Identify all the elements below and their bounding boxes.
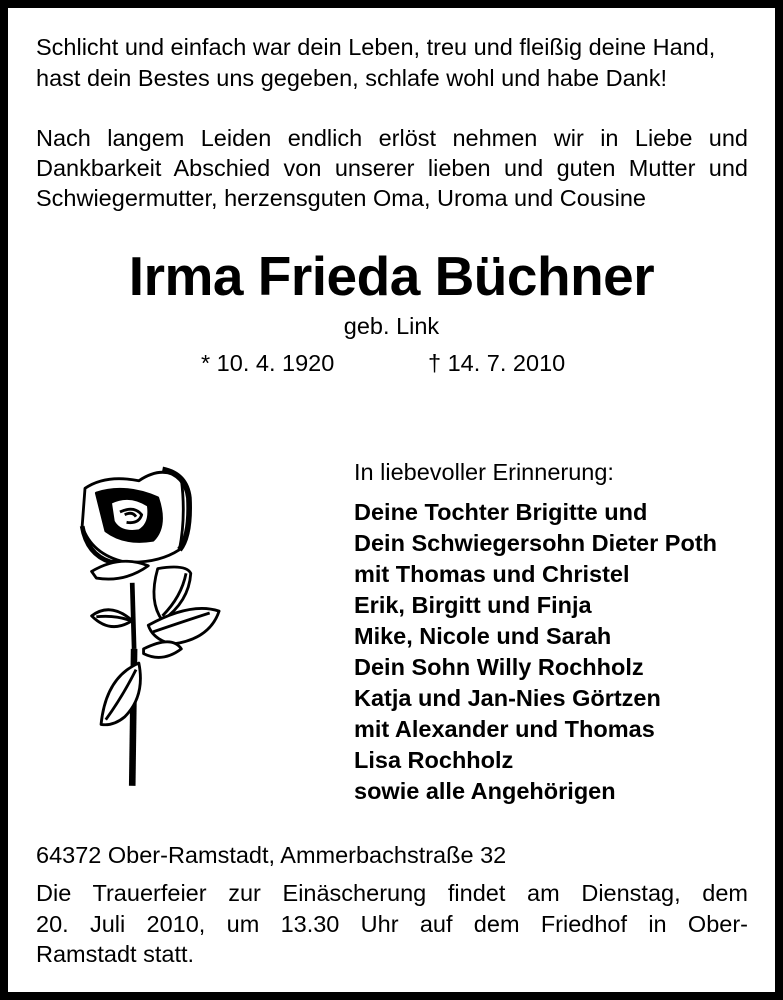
mourner-line: Katja und Jan-Nies Görtzen — [354, 685, 661, 711]
mourner-line: mit Thomas und Christel — [354, 561, 630, 587]
mourner-line: Dein Schwiegersohn Dieter Poth — [354, 530, 718, 556]
deceased-name: Irma Frieda Büchner — [128, 245, 655, 307]
funeral-line: 20. Juli 2010, um 13.30 Uhr auf dem Friedhof in Ober- — [36, 911, 748, 937]
rose-illustration — [68, 460, 238, 800]
memory-heading: In liebevoller Erinnerung: — [354, 459, 614, 485]
birth-date: * 10. 4. 1920 — [201, 350, 335, 376]
mourner-line: Dein Sohn Willy Rochholz — [354, 654, 644, 680]
intro-line: Dankbarkeit Abschied von unserer lieben und guten Mutter und — [36, 155, 748, 181]
intro-line: Schwiegermutter, herzensguten Oma, Uroma und Cousine — [36, 185, 647, 211]
address: 64372 Ober-Ramstadt, Ammerbachstraße 32 — [36, 842, 507, 868]
mourner-line: Mike, Nicole und Sarah — [354, 623, 612, 649]
funeral-line: Ramstadt statt. — [36, 941, 195, 967]
mourner-line: Lisa Rochholz — [354, 747, 514, 773]
funeral-line: Die Trauerfeier zur Einäscherung findet am Dienstag, dem — [36, 880, 748, 906]
death-date: † 14. 7. 2010 — [428, 350, 566, 376]
maiden-name: geb. Link — [343, 313, 440, 339]
mourner-line: sowie alle Angehörigen — [354, 778, 616, 804]
verse-line: Schlicht und einfach war dein Leben, treu und fleißig deine Hand, — [36, 34, 716, 60]
mourner-line: Deine Tochter Brigitte und — [354, 499, 648, 525]
mourner-line: mit Alexander und Thomas — [354, 716, 655, 742]
mourner-line: Erik, Birgitt und Finja — [354, 592, 592, 618]
verse-line: hast dein Bestes uns gegeben, schlafe wohl und habe Dank! — [36, 65, 668, 91]
intro-line: Nach langem Leiden endlich erlöst nehmen wir in Liebe und — [36, 125, 748, 151]
